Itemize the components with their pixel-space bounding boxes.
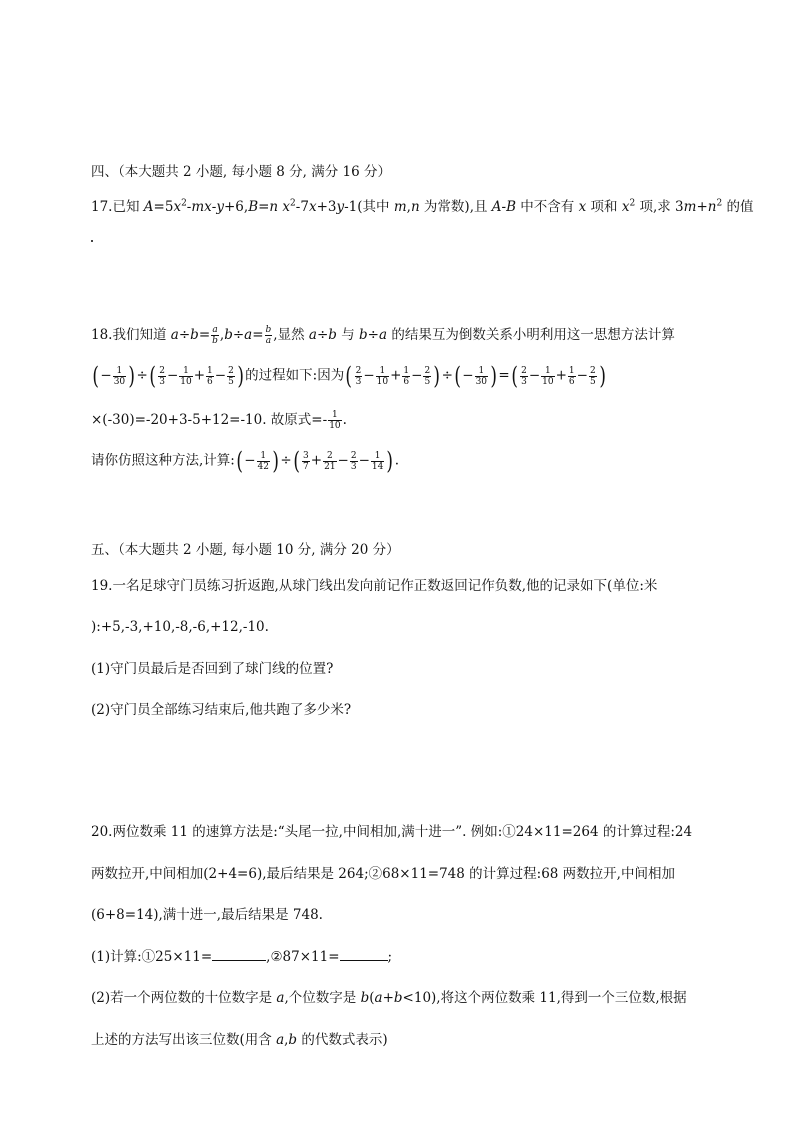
q18-text: , [219,327,225,343]
q19-subquestion-text: (1)守门员最后是否回到了球门线的位置? [91,661,334,677]
fraction-denominator: 3 [521,376,527,387]
question-19-line-1 [91,576,657,596]
q17-var-x: x [282,199,291,215]
q20-subquestion-text: ; [387,949,393,965]
fraction-numerator: 1 [568,365,575,376]
fraction-numerator: 1 [475,366,488,377]
section-4-heading [91,162,391,182]
plus-sign: + [555,367,567,384]
fraction [376,366,389,387]
q18-number: 18. [91,327,113,343]
q20-subquestion-text: (1)计算:①25×11= [91,949,213,965]
q17-text: -1(其中 [344,199,394,215]
fraction-denominator: 10 [180,376,192,387]
right-paren: ) [490,362,497,390]
q17-var-a-minus-b: A-B [491,199,517,215]
fraction [323,451,336,472]
fraction-numerator: 1 [403,365,410,376]
right-paren: ) [386,447,394,475]
q17-var-m: m [683,199,697,215]
q20-var: b [288,1032,298,1048]
fraction-numerator: 1 [371,451,384,462]
q18-text: ×(-30)=-20+3-5+12=-10. 故原式=- [91,412,328,428]
q18-var: a [244,327,253,343]
q18-var: b [190,327,199,343]
question-19-sub-1 [91,659,333,679]
question-20-line-2 [91,864,675,884]
q18-var: a [170,327,179,343]
fraction [475,366,488,387]
q17-text: , [406,199,411,215]
q17-exponent: 2 [181,198,187,209]
fraction-denominator: 6 [403,376,410,387]
q17-text: - [186,199,192,215]
q17-text: = [258,199,270,215]
q20-text: 20.两位数乘 11 的速算方法是:“头尾一拉,中间相加,满十进一”. 例如:①24×11=264 的计算过程:24 [91,824,693,840]
fraction [257,451,270,472]
q18-fraction-b-over-a [265,325,273,346]
q18-text: 我们知道 [112,327,171,343]
q20-var: a [276,990,285,1006]
section-5-heading-text: 五、（本大题共 2 小题, 每小题 10 分, 满分 20 分） [91,542,400,558]
q18-var: a [378,327,388,343]
fraction-denominator: 30 [475,376,488,387]
fraction-numerator: 1 [328,410,341,421]
q17-var-x: x [621,199,630,215]
left-paren: ( [149,362,156,390]
q17-var-b: B [248,199,259,215]
q18-divide-sign: ÷ [178,327,191,343]
fraction-numerator: a [212,325,218,335]
minus-sign: − [337,452,349,469]
q18-text: 与 [336,327,360,343]
fraction-numerator: 1 [179,366,192,377]
q17-exponent: 2 [290,198,296,209]
plus-sign: + [390,367,402,384]
q17-text: +3 [316,199,337,215]
fraction [402,366,410,387]
q17-text: + [696,199,708,215]
q20-text: 两数拉开,中间相加(2+4=6),最后结果是 264;②68×11=748 的计算过程:68 两数拉开,中间相加 [91,866,675,882]
question-19-line-2 [91,617,269,637]
fraction-numerator: 1 [113,366,126,377]
fraction [568,366,576,387]
q17-var-x: x [578,199,587,215]
fraction [423,366,431,387]
fraction [541,366,554,387]
fraction [520,366,528,387]
fraction [355,366,363,387]
q17-text: 已知 [112,199,144,215]
q20-text: (2)若一个两位数的十位数字是 [91,990,277,1006]
fraction [158,366,166,387]
q18-divide-sign: ÷ [316,327,329,343]
right-paren: ) [237,362,244,390]
q17-text: 的值 [722,199,754,215]
question-18-line-2 [91,364,607,388]
q20-var: b [360,990,370,1006]
right-paren: ) [599,362,606,390]
fraction-numerator: 1 [541,366,554,377]
question-18-line-4 [91,449,399,473]
fraction-numerator: 2 [228,365,234,376]
minus-sign: − [244,452,256,469]
answer-blank-1[interactable] [212,948,266,961]
minus-sign: − [166,367,179,384]
fraction [350,451,358,472]
q20-text: ,个位数字是 [284,990,361,1006]
q17-var-x: x [308,199,317,215]
q17-var-x: x [173,199,182,215]
fraction-denominator: a [265,336,272,346]
q20-var: b [393,990,403,1006]
fraction-numerator: 1 [207,365,213,376]
q17-text: 为常数),且 [419,199,492,215]
fraction-numerator: 2 [521,365,527,376]
q20-var: a [374,990,383,1006]
question-20-sub-1 [91,947,392,967]
right-paren: ) [128,362,136,390]
minus-sign: − [528,367,541,384]
fraction-numerator: 2 [323,451,336,462]
fraction-numerator: 2 [355,365,362,376]
q18-text: ,显然 [273,327,309,343]
q17-var-m: m [393,199,407,215]
q19-text: ):+5,-3,+10,-8,-6,+12,-10. [91,619,269,635]
fraction-numerator: 2 [424,365,431,376]
question-20-line-1 [91,822,692,842]
left-paren: ( [345,362,353,390]
q18-text: 的结果互为倒数关系小明利用这一思想方法计算 [387,327,675,343]
q20-text: (6+8=14),满十进一,最后结果是 748. [91,907,323,923]
fraction-denominator: 5 [589,376,596,387]
q20-text: + [382,990,394,1006]
q17-text: - [211,199,217,215]
right-paren: ) [272,447,279,475]
q17-exponent: 2 [629,198,636,209]
section-4-heading-text: 四、（本大题共 2 小题, 每小题 8 分, 满分 16 分） [91,164,392,180]
question-17 [91,197,754,217]
q18-text: . [342,412,347,428]
question-19-sub-2 [91,700,351,720]
q18-text: 请你仿照这种方法,计算: [91,452,235,469]
fraction-numerator: 2 [589,365,596,376]
q17-exponent: 2 [716,198,723,209]
q17-var-mx: mx [191,199,212,215]
q17-text: =5 [153,199,174,215]
fraction-denominator: 3 [159,376,165,387]
fraction-denominator: 10 [376,376,389,387]
fraction-denominator: 5 [424,376,431,387]
fraction-denominator: 21 [324,461,336,472]
q20-text: 上述的方法写出该三位数(用含 [91,1032,277,1048]
q18-fraction-a-over-b [211,325,219,346]
fraction-denominator: 3 [355,376,362,387]
q17-var-n: n [269,199,279,215]
fraction-denominator: 7 [303,461,309,472]
fraction-numerator: 2 [159,365,165,376]
q18-var: b [328,327,337,343]
fraction-numerator: 2 [350,450,357,461]
equals-sign: = [498,367,510,384]
q19-text: 19.一名足球守门员练习折返跑,从球门线出发向前记作正数返回记作负数,他的记录如下(单位:米 [91,578,658,594]
question-20-line-3 [91,905,323,925]
q17-var-n: n [410,199,420,215]
section-5-heading [91,540,400,560]
q18-var: a [308,327,317,343]
left-paren: ( [236,447,243,475]
left-paren: ( [454,362,461,390]
left-paren: ( [92,362,99,390]
minus-sign: − [576,367,588,384]
fraction [113,366,126,387]
q17-var-a: A [143,199,154,215]
fraction-denominator: 6 [568,376,575,387]
fraction-denominator: 3 [350,461,357,472]
q17-var-n: n [707,199,717,215]
q17-text: 中不含有 [516,199,579,215]
fraction-denominator: b [212,336,218,346]
q18-divide-sign: ÷ [367,327,379,343]
q20-subquestion-text: ,②87×11= [266,949,340,965]
fraction-denominator: 14 [371,461,384,472]
q20-text: ( [369,990,375,1006]
q18-text: 的过程如下:因为 [245,367,345,384]
fraction [179,366,192,387]
fraction-numerator: 1 [257,451,270,462]
minus-sign: − [358,452,370,469]
q17-text: 项,求 3 [635,199,684,215]
divide-sign: ÷ [280,452,292,469]
q20-text: <10),将这个两位数乘 11,得到一个三位数,根据 [402,990,687,1006]
left-paren: ( [511,362,518,390]
q20-var: a [276,1032,285,1048]
q20-text: 的代数式表示) [297,1032,388,1048]
divide-sign: ÷ [441,367,453,384]
q17-text: 项和 [586,199,622,215]
minus-sign: − [214,367,227,384]
question-18-line-1 [91,325,675,346]
q17-var-y: y [216,199,224,215]
q19-subquestion-text: (2)守门员全部练习结束后,他共跑了多少米? [91,702,352,718]
minus-sign: − [411,367,423,384]
q17-number: 17. [91,199,113,215]
fraction-numerator: b [265,325,272,335]
question-20-sub-2-line-2 [91,1030,388,1050]
question-18-line-3 [91,410,347,431]
right-paren: ) [433,362,441,390]
fraction [371,451,384,472]
minus-sign: − [363,367,375,384]
fraction [589,366,597,387]
q17-text: +6, [223,199,249,215]
fraction-denominator: 10 [542,376,554,387]
fraction-numerator: 3 [303,450,309,461]
stray-dot [91,240,93,242]
minus-sign: − [100,367,112,384]
fraction-denominator: 10 [329,421,341,431]
fraction [302,451,310,472]
fraction-numerator: 1 [376,366,389,377]
question-20-sub-2-line-1 [91,988,687,1008]
fraction-denominator: 6 [207,376,213,387]
q17-text: -7 [295,199,309,215]
fraction-denominator: 30 [113,376,126,387]
q18-var: b [224,327,233,343]
fraction [328,410,341,431]
left-paren: ( [293,447,300,475]
fraction-denominator: 42 [257,461,269,472]
plus-sign: + [310,452,323,469]
fraction-denominator: 5 [228,376,234,387]
q18-var: b [359,327,368,343]
q18-text: . [394,452,400,469]
q20-text: , [284,1032,289,1048]
answer-blank-2[interactable] [340,948,388,961]
q18-equals: = [198,327,211,343]
q18-equals: = [252,327,264,343]
fraction [206,366,214,387]
fraction [227,366,235,387]
minus-sign: − [462,367,474,384]
q18-divide-sign: ÷ [232,327,245,343]
plus-sign: + [193,367,206,384]
divide-sign: ÷ [136,367,148,384]
q17-var-y: y [336,199,345,215]
